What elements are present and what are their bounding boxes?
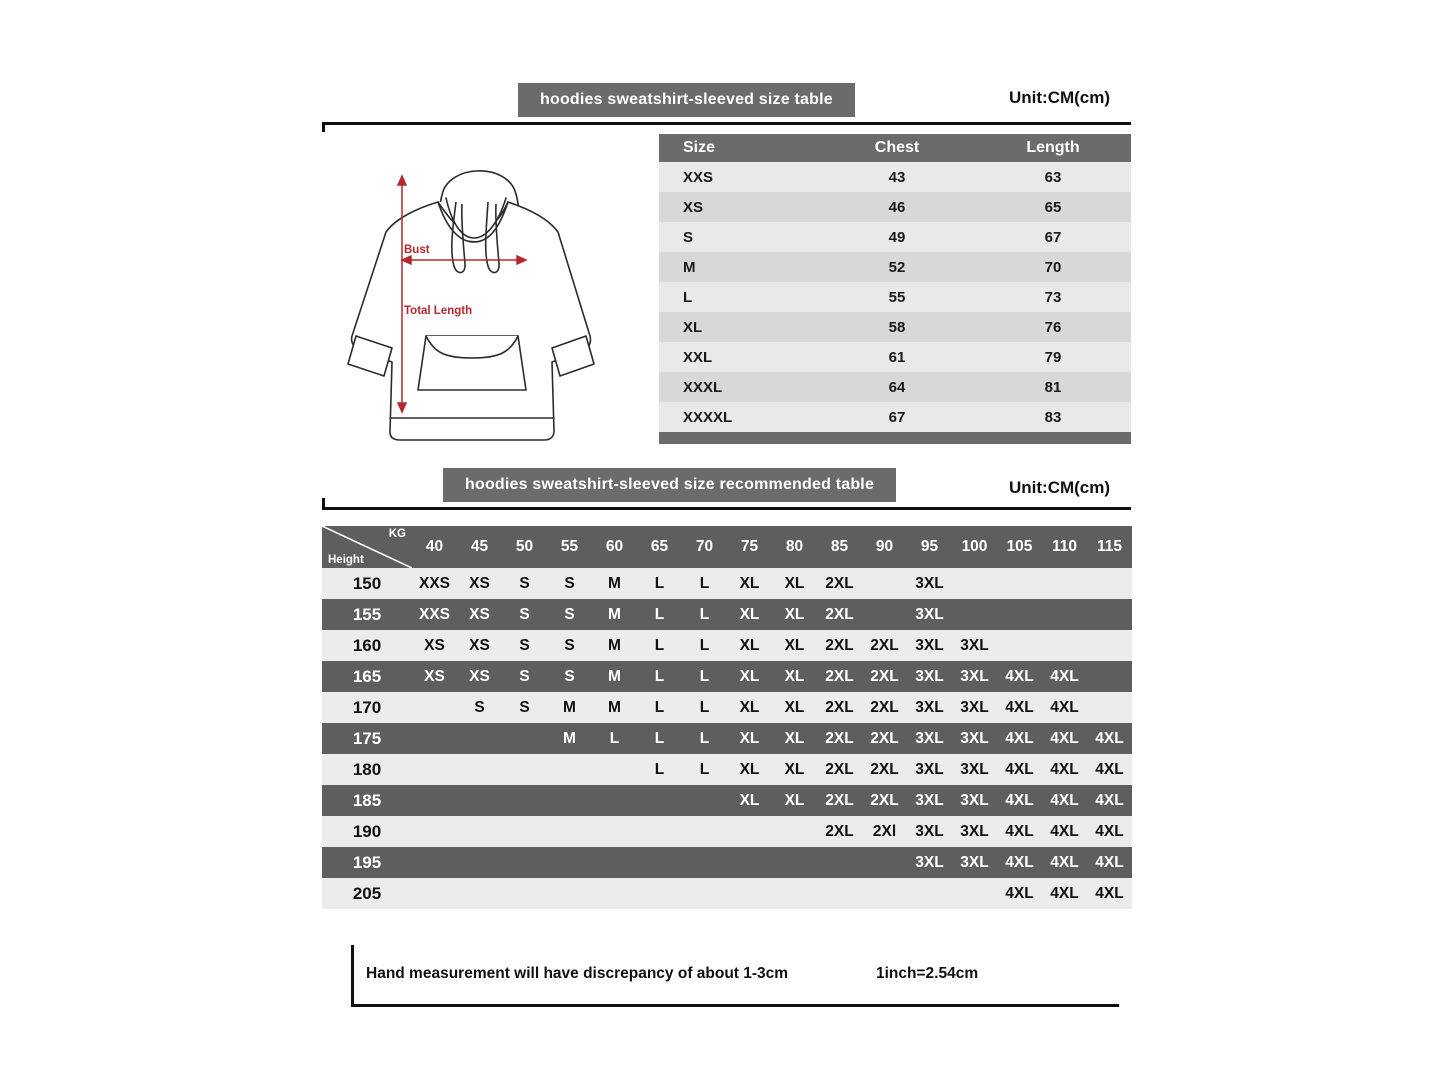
rec-cell: 3XL: [952, 723, 997, 754]
rec-cell: 4XL: [997, 754, 1042, 785]
rec-corner-cell: [322, 526, 412, 568]
rec-row-height: 205: [322, 878, 412, 909]
table-row: [659, 312, 1131, 342]
rec-cell: 4XL: [1087, 785, 1132, 816]
footer-conversion-note: 1inch=2.54cm: [876, 965, 979, 982]
rec-cell: 4XL: [1042, 661, 1087, 692]
rec-corner-kg-label: KG: [388, 528, 406, 540]
table-row: [659, 162, 1131, 192]
rec-cell: XL: [772, 599, 817, 630]
cell-length: 81: [975, 372, 1131, 402]
total-length-label: Total Length: [404, 305, 473, 317]
rec-unit-label: Unit:CM(cm): [1009, 478, 1111, 497]
rec-cell: M: [592, 568, 637, 599]
rec-cell: XS: [457, 630, 502, 661]
rec-cell: 2XL: [862, 661, 907, 692]
rec-cell: 2Xl: [862, 816, 907, 847]
rec-row-height: 170: [322, 692, 412, 723]
rec-row-height: 175: [322, 723, 412, 754]
rec-cell: [637, 878, 682, 909]
rec-cell: XS: [412, 630, 457, 661]
cell-size: XXXL: [659, 372, 819, 402]
cell-length: 65: [975, 192, 1131, 222]
rec-title-chip: hoodies sweatshirt-sleeved size recommended table: [443, 468, 896, 502]
rec-cell: S: [547, 630, 592, 661]
rec-cell: 3XL: [907, 630, 952, 661]
rec-cell: L: [682, 723, 727, 754]
cell-chest: 67: [819, 402, 975, 432]
rec-cell: 4XL: [1087, 816, 1132, 847]
rec-cell: 2XL: [817, 630, 862, 661]
footer-left-rule: [351, 945, 354, 1007]
rec-cell: [592, 878, 637, 909]
rec-row-height: 185: [322, 785, 412, 816]
rec-weight-header: 105: [997, 526, 1042, 568]
size-table-footer-bar: [659, 432, 1131, 444]
rec-cell: 4XL: [997, 816, 1042, 847]
cell-size: S: [659, 222, 819, 252]
table-row: [322, 816, 1132, 847]
recommended-size-table: [322, 526, 1132, 909]
rec-row-height: 195: [322, 847, 412, 878]
rec-cell: [817, 847, 862, 878]
rec-cell: [547, 754, 592, 785]
rec-cell: [412, 692, 457, 723]
rec-cell: [412, 785, 457, 816]
rec-cell: 3XL: [952, 847, 997, 878]
rec-cell: XS: [457, 661, 502, 692]
cell-chest: 64: [819, 372, 975, 402]
rec-cell: S: [502, 599, 547, 630]
rec-cell: [457, 878, 502, 909]
rec-divider: [322, 507, 1131, 510]
rec-cell: L: [682, 568, 727, 599]
rec-cell: 2XL: [817, 661, 862, 692]
top-unit-label: Unit:CM(cm): [1009, 88, 1111, 107]
rec-cell: 2XL: [817, 568, 862, 599]
rec-cell: S: [502, 568, 547, 599]
rec-cell: XL: [727, 754, 772, 785]
rec-cell: [592, 847, 637, 878]
rec-cell: [547, 878, 592, 909]
rec-cell: [502, 754, 547, 785]
table-row: [322, 568, 1132, 599]
rec-cell: S: [502, 692, 547, 723]
rec-cell: 2XL: [817, 599, 862, 630]
rec-cell: S: [547, 568, 592, 599]
rec-cell: 2XL: [862, 692, 907, 723]
rec-cell: [457, 816, 502, 847]
cell-length: 63: [975, 162, 1131, 192]
rec-weight-header: 70: [682, 526, 727, 568]
size-table-header-size: Size: [659, 134, 819, 162]
rec-cell: XS: [412, 661, 457, 692]
rec-cell: 4XL: [997, 723, 1042, 754]
rec-cell: 2XL: [862, 630, 907, 661]
table-row: [659, 342, 1131, 372]
rec-cell: [727, 878, 772, 909]
rec-cell: 3XL: [952, 754, 997, 785]
table-row: [659, 282, 1131, 312]
rec-cell: [952, 878, 997, 909]
table-row: [322, 878, 1132, 909]
rec-cell: [502, 785, 547, 816]
rec-divider-tick: [322, 498, 325, 510]
hoodie-diagram: [330, 140, 630, 450]
top-title-chip: hoodies sweatshirt-sleeved size table: [518, 83, 855, 117]
rec-weight-header: 95: [907, 526, 952, 568]
rec-cell: [592, 816, 637, 847]
cell-size: M: [659, 252, 819, 282]
rec-cell: [502, 847, 547, 878]
rec-cell: XL: [727, 692, 772, 723]
rec-cell: [1087, 630, 1132, 661]
cell-chest: 61: [819, 342, 975, 372]
rec-row-height: 155: [322, 599, 412, 630]
rec-cell: XL: [727, 785, 772, 816]
rec-row-height: 160: [322, 630, 412, 661]
rec-cell: XS: [457, 599, 502, 630]
rec-cell: [817, 878, 862, 909]
table-row: [322, 785, 1132, 816]
rec-cell: M: [592, 599, 637, 630]
table-row: [659, 372, 1131, 402]
rec-cell: [862, 599, 907, 630]
rec-cell: 3XL: [907, 785, 952, 816]
table-row: [322, 599, 1132, 630]
rec-cell: S: [502, 630, 547, 661]
rec-cell: [997, 568, 1042, 599]
rec-cell: [1087, 692, 1132, 723]
cell-length: 83: [975, 402, 1131, 432]
rec-cell: L: [682, 661, 727, 692]
top-divider-tick: [322, 122, 325, 132]
rec-cell: [772, 878, 817, 909]
table-row: [659, 402, 1131, 432]
size-table-header-length: Length: [975, 134, 1131, 162]
rec-cell: XL: [772, 568, 817, 599]
rec-cell: [412, 723, 457, 754]
rec-cell: [502, 816, 547, 847]
rec-cell: [1087, 599, 1132, 630]
rec-cell: 3XL: [907, 723, 952, 754]
rec-cell: L: [637, 568, 682, 599]
rec-cell: [1042, 599, 1087, 630]
rec-cell: 2XL: [862, 785, 907, 816]
rec-cell: L: [682, 692, 727, 723]
rec-cell: 4XL: [1042, 723, 1087, 754]
rec-cell: XL: [727, 723, 772, 754]
rec-cell: M: [592, 661, 637, 692]
cell-size: L: [659, 282, 819, 312]
rec-title-row: [443, 468, 896, 502]
rec-cell: L: [592, 723, 637, 754]
rec-cell: 4XL: [997, 785, 1042, 816]
rec-cell: [862, 568, 907, 599]
rec-cell: [457, 723, 502, 754]
cell-chest: 43: [819, 162, 975, 192]
rec-cell: L: [637, 599, 682, 630]
rec-cell: [772, 816, 817, 847]
rec-cell: [457, 847, 502, 878]
rec-cell: 2XL: [862, 723, 907, 754]
cell-size: XS: [659, 192, 819, 222]
rec-cell: L: [682, 630, 727, 661]
table-row: [322, 692, 1132, 723]
rec-cell: 2XL: [817, 692, 862, 723]
rec-cell: [412, 878, 457, 909]
rec-cell: L: [637, 692, 682, 723]
rec-cell: 3XL: [952, 785, 997, 816]
rec-cell: 4XL: [1087, 847, 1132, 878]
cell-length: 70: [975, 252, 1131, 282]
rec-cell: 3XL: [952, 692, 997, 723]
cell-chest: 46: [819, 192, 975, 222]
rec-cell: [502, 723, 547, 754]
hoodie-illustration-svg: [330, 140, 630, 450]
cell-chest: 58: [819, 312, 975, 342]
cell-length: 79: [975, 342, 1131, 372]
rec-cell: 4XL: [1042, 692, 1087, 723]
rec-cell: [727, 847, 772, 878]
bust-label: Bust: [404, 244, 430, 256]
rec-row-height: 165: [322, 661, 412, 692]
rec-cell: [952, 599, 997, 630]
top-title-row: [518, 83, 855, 117]
rec-cell: 4XL: [997, 878, 1042, 909]
rec-cell: 4XL: [1087, 878, 1132, 909]
rec-cell: XXS: [412, 568, 457, 599]
cell-length: 73: [975, 282, 1131, 312]
rec-cell: 3XL: [907, 816, 952, 847]
rec-cell: XL: [727, 630, 772, 661]
rec-cell: [682, 816, 727, 847]
rec-cell: L: [637, 630, 682, 661]
rec-cell: 2XL: [862, 754, 907, 785]
rec-cell: XL: [727, 568, 772, 599]
rec-weight-header: 85: [817, 526, 862, 568]
table-row: [659, 252, 1131, 282]
cell-chest: 52: [819, 252, 975, 282]
size-table: [659, 134, 1131, 444]
rec-cell: XS: [457, 568, 502, 599]
rec-cell: XL: [772, 785, 817, 816]
rec-cell: 2XL: [817, 723, 862, 754]
rec-cell: [1042, 568, 1087, 599]
rec-cell: S: [547, 599, 592, 630]
rec-cell: 3XL: [907, 661, 952, 692]
table-row: [659, 192, 1131, 222]
rec-cell: XL: [727, 661, 772, 692]
size-table-header-row: [659, 134, 1131, 162]
rec-weight-header: 65: [637, 526, 682, 568]
rec-weight-header: 90: [862, 526, 907, 568]
rec-cell: 2XL: [817, 816, 862, 847]
rec-weight-header: 80: [772, 526, 817, 568]
rec-cell: [997, 630, 1042, 661]
rec-cell: [592, 785, 637, 816]
rec-cell: L: [682, 599, 727, 630]
table-row: [322, 847, 1132, 878]
table-row: [322, 630, 1132, 661]
cell-size: XXL: [659, 342, 819, 372]
rec-weight-header: 55: [547, 526, 592, 568]
rec-cell: [997, 599, 1042, 630]
footer-measurement-note: Hand measurement will have discrepancy of about 1-3cm: [366, 965, 789, 982]
rec-cell: [637, 816, 682, 847]
rec-cell: XL: [727, 599, 772, 630]
rec-cell: 3XL: [907, 692, 952, 723]
rec-cell: 4XL: [997, 661, 1042, 692]
rec-cell: 4XL: [1087, 723, 1132, 754]
rec-cell: S: [502, 661, 547, 692]
rec-cell: [457, 754, 502, 785]
rec-cell: 3XL: [952, 630, 997, 661]
rec-corner-height-label: Height: [328, 554, 364, 566]
rec-cell: 3XL: [907, 847, 952, 878]
rec-cell: M: [592, 630, 637, 661]
rec-cell: [547, 785, 592, 816]
rec-cell: 4XL: [1042, 816, 1087, 847]
rec-cell: M: [547, 723, 592, 754]
rec-cell: L: [637, 723, 682, 754]
rec-cell: [682, 847, 727, 878]
cell-size: XXXXL: [659, 402, 819, 432]
top-divider: [322, 122, 1131, 125]
rec-cell: [502, 878, 547, 909]
footer-bottom-rule: [351, 1004, 1119, 1007]
rec-cell: XXS: [412, 599, 457, 630]
cell-length: 76: [975, 312, 1131, 342]
rec-cell: [412, 754, 457, 785]
rec-cell: 4XL: [1087, 754, 1132, 785]
rec-cell: [412, 816, 457, 847]
rec-cell: L: [637, 661, 682, 692]
rec-cell: [772, 847, 817, 878]
rec-cell: [952, 568, 997, 599]
table-row: [659, 222, 1131, 252]
rec-cell: 4XL: [1042, 754, 1087, 785]
rec-cell: [907, 878, 952, 909]
rec-cell: XL: [772, 661, 817, 692]
rec-weight-header: 60: [592, 526, 637, 568]
rec-cell: M: [547, 692, 592, 723]
rec-cell: [637, 847, 682, 878]
size-table-header-chest: Chest: [819, 134, 975, 162]
rec-cell: [1087, 661, 1132, 692]
rec-cell: [547, 816, 592, 847]
rec-cell: XL: [772, 630, 817, 661]
cell-size: XL: [659, 312, 819, 342]
rec-cell: S: [547, 661, 592, 692]
rec-weight-header: 115: [1087, 526, 1132, 568]
rec-weight-header: 75: [727, 526, 772, 568]
rec-cell: [547, 847, 592, 878]
rec-cell: 3XL: [952, 661, 997, 692]
table-row: [322, 661, 1132, 692]
rec-cell: XL: [772, 692, 817, 723]
rec-cell: [682, 878, 727, 909]
rec-cell: 4XL: [1042, 878, 1087, 909]
rec-cell: 3XL: [907, 599, 952, 630]
rec-cell: [1087, 568, 1132, 599]
rec-cell: 4XL: [997, 847, 1042, 878]
rec-cell: L: [682, 754, 727, 785]
rec-weight-header: 50: [502, 526, 547, 568]
rec-cell: [862, 878, 907, 909]
rec-cell: S: [457, 692, 502, 723]
rec-cell: [412, 847, 457, 878]
rec-cell: XL: [772, 723, 817, 754]
table-row: [322, 723, 1132, 754]
rec-cell: [1042, 630, 1087, 661]
cell-chest: 55: [819, 282, 975, 312]
rec-cell: 3XL: [907, 568, 952, 599]
rec-cell: M: [592, 692, 637, 723]
cell-chest: 49: [819, 222, 975, 252]
rec-row-height: 180: [322, 754, 412, 785]
rec-cell: 4XL: [1042, 847, 1087, 878]
rec-cell: [637, 785, 682, 816]
rec-cell: [592, 754, 637, 785]
rec-cell: XL: [772, 754, 817, 785]
cell-size: XXS: [659, 162, 819, 192]
rec-cell: 2XL: [817, 785, 862, 816]
rec-cell: [682, 785, 727, 816]
rec-cell: [727, 816, 772, 847]
rec-header-row: [322, 526, 1132, 568]
rec-cell: 4XL: [997, 692, 1042, 723]
rec-weight-header: 110: [1042, 526, 1087, 568]
rec-cell: 3XL: [952, 816, 997, 847]
rec-row-height: 150: [322, 568, 412, 599]
rec-cell: [457, 785, 502, 816]
rec-weight-header: 45: [457, 526, 502, 568]
rec-weight-header: 100: [952, 526, 997, 568]
rec-cell: 3XL: [907, 754, 952, 785]
rec-cell: 2XL: [817, 754, 862, 785]
rec-cell: [862, 847, 907, 878]
rec-cell: L: [637, 754, 682, 785]
rec-cell: 4XL: [1042, 785, 1087, 816]
cell-length: 67: [975, 222, 1131, 252]
table-row: [322, 754, 1132, 785]
rec-weight-header: 40: [412, 526, 457, 568]
rec-row-height: 190: [322, 816, 412, 847]
